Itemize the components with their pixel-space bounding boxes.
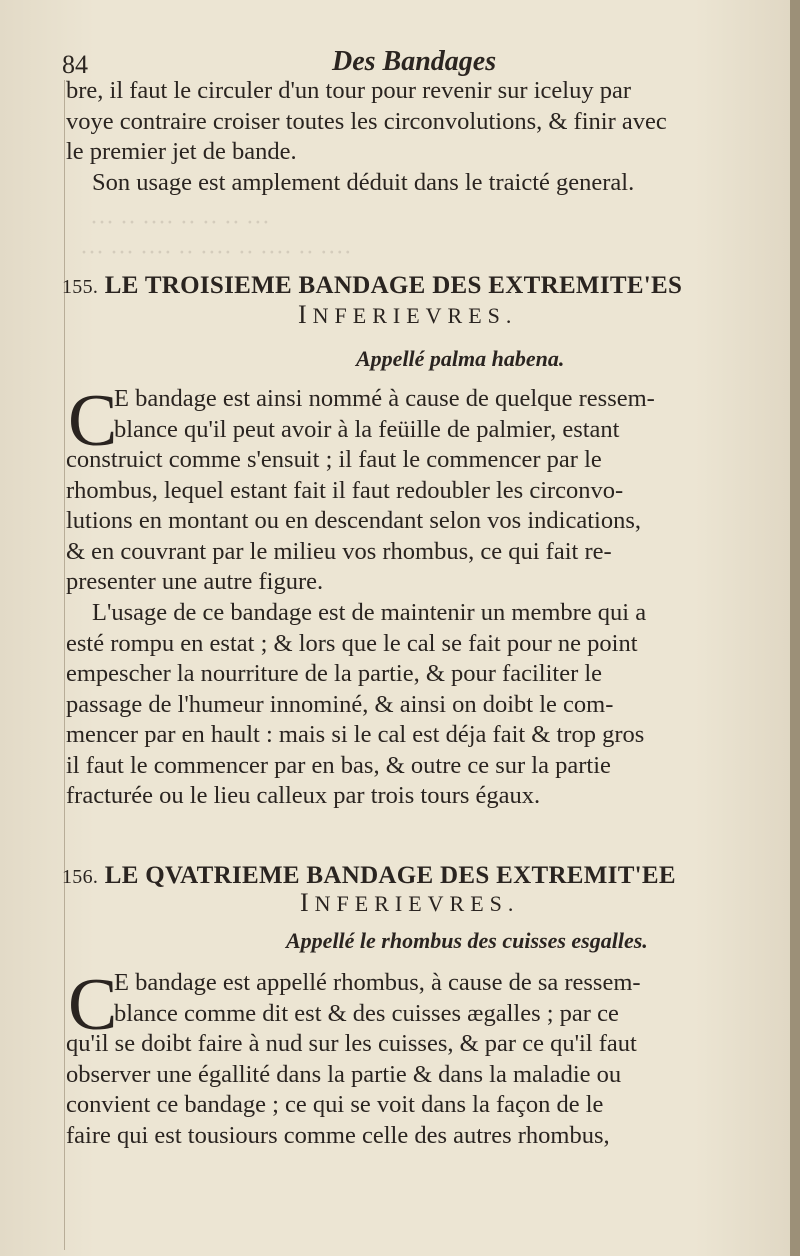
- subtitle-rest: NFERIEVRES.: [312, 303, 518, 328]
- intro-paragraph: [66, 76, 758, 198]
- section-number: 155.: [62, 276, 99, 298]
- text-line: Son usage est amplement déduit dans le traicté general.: [92, 168, 635, 196]
- text-line: qu'il se doibt faire à nud sur les cuisses, & par ce qu'il faut: [66, 1030, 637, 1057]
- section-155-paragraph-1: [66, 380, 758, 598]
- section-155-title: [62, 272, 762, 300]
- text-line: empescher la nourriture de la partie, & pour faciliter le: [66, 660, 603, 687]
- text-line: passage de l'humeur innominé, & ainsi on doibt le com-: [66, 690, 614, 718]
- text-line: faire qui est tousiours comme celle des autres rhombus,: [66, 1121, 610, 1149]
- subtitle-initial: I: [298, 300, 313, 329]
- drop-cap: C: [68, 964, 118, 1046]
- text-line: L'usage de ce bandage est de maintenir un membre qui a: [92, 599, 647, 626]
- section-155-paragraph-2: [66, 598, 758, 812]
- text-line: construict comme s'ensuit ; il faut le commencer par le: [66, 446, 602, 473]
- page-edge: [790, 0, 800, 1256]
- section-156-appelle: Appellé le rhombus des cuisses esgalles.: [286, 928, 648, 953]
- text-line: & en couvrant par le milieu vos rhombus, ce qui fait re-: [66, 537, 612, 565]
- section-heading: LE QVATRIEME BANDAGE DES EXTREMIT'EE: [104, 862, 676, 889]
- text-line: bre, il faut le circuler d'un tour pour revenir sur iceluy par: [66, 77, 631, 104]
- text-line: le premier jet de bande.: [66, 138, 297, 165]
- section-156-subtitle: [300, 888, 519, 918]
- text-line: E bandage est ainsi nommé à cause de quelque ressem-: [114, 385, 655, 412]
- text-line: fracturée ou le lieu calleux par trois tours égaux.: [66, 782, 541, 809]
- show-through-text: ··· ·· ·· ·· ···· ·· ···: [90, 210, 270, 236]
- text-line: esté rompu en estat ; & lors que le cal se fait pour ne point: [66, 629, 638, 657]
- subtitle-rest: NFERIEVRES.: [314, 891, 520, 916]
- text-line: blance comme dit est & des cuisses ægalles ; par ce: [114, 999, 619, 1027]
- section-heading: LE TROISIEME BANDAGE DES EXTREMITE'ES: [104, 272, 683, 299]
- running-head: Des Bandages: [332, 46, 497, 77]
- text-line: E bandage est appellé rhombus, à cause de sa ressem-: [114, 969, 641, 996]
- drop-cap: C: [68, 380, 118, 462]
- text-line: il faut le commencer par en bas, & outre ce sur la partie: [66, 751, 611, 779]
- section-156-paragraph-1: [66, 964, 758, 1151]
- subtitle-initial: I: [300, 888, 315, 917]
- section-155-subtitle: [298, 300, 517, 330]
- text-line: presenter une autre figure.: [66, 568, 324, 595]
- section-156-title: [62, 862, 762, 890]
- margin-rule: [64, 80, 65, 1250]
- text-line: blance qu'il peut avoir à la feüille de palmier, estant: [114, 415, 620, 443]
- text-line: observer une égallité dans la partie & dans la maladie ou: [66, 1060, 622, 1088]
- text-line: lutions en montant ou en descendant selon vos indications,: [66, 507, 641, 534]
- section-155-appelle: Appellé palma habena.: [356, 346, 565, 371]
- page-number: 84: [62, 50, 88, 79]
- section-number: 156.: [62, 866, 99, 888]
- text-line: convient ce bandage ; ce qui se voit dans la façon de le: [66, 1091, 604, 1118]
- show-through-text: ···· ·· ···· ·· ···· ·· ···· ··· ···: [80, 240, 352, 266]
- text-line: voye contraire croiser toutes les circonvolutions, & finir avec: [66, 107, 667, 135]
- text-line: mencer par en hault : mais si le cal est déja fait & trop gros: [66, 721, 645, 748]
- text-line: rhombus, lequel estant fait il faut redoubler les circonvo-: [66, 476, 624, 504]
